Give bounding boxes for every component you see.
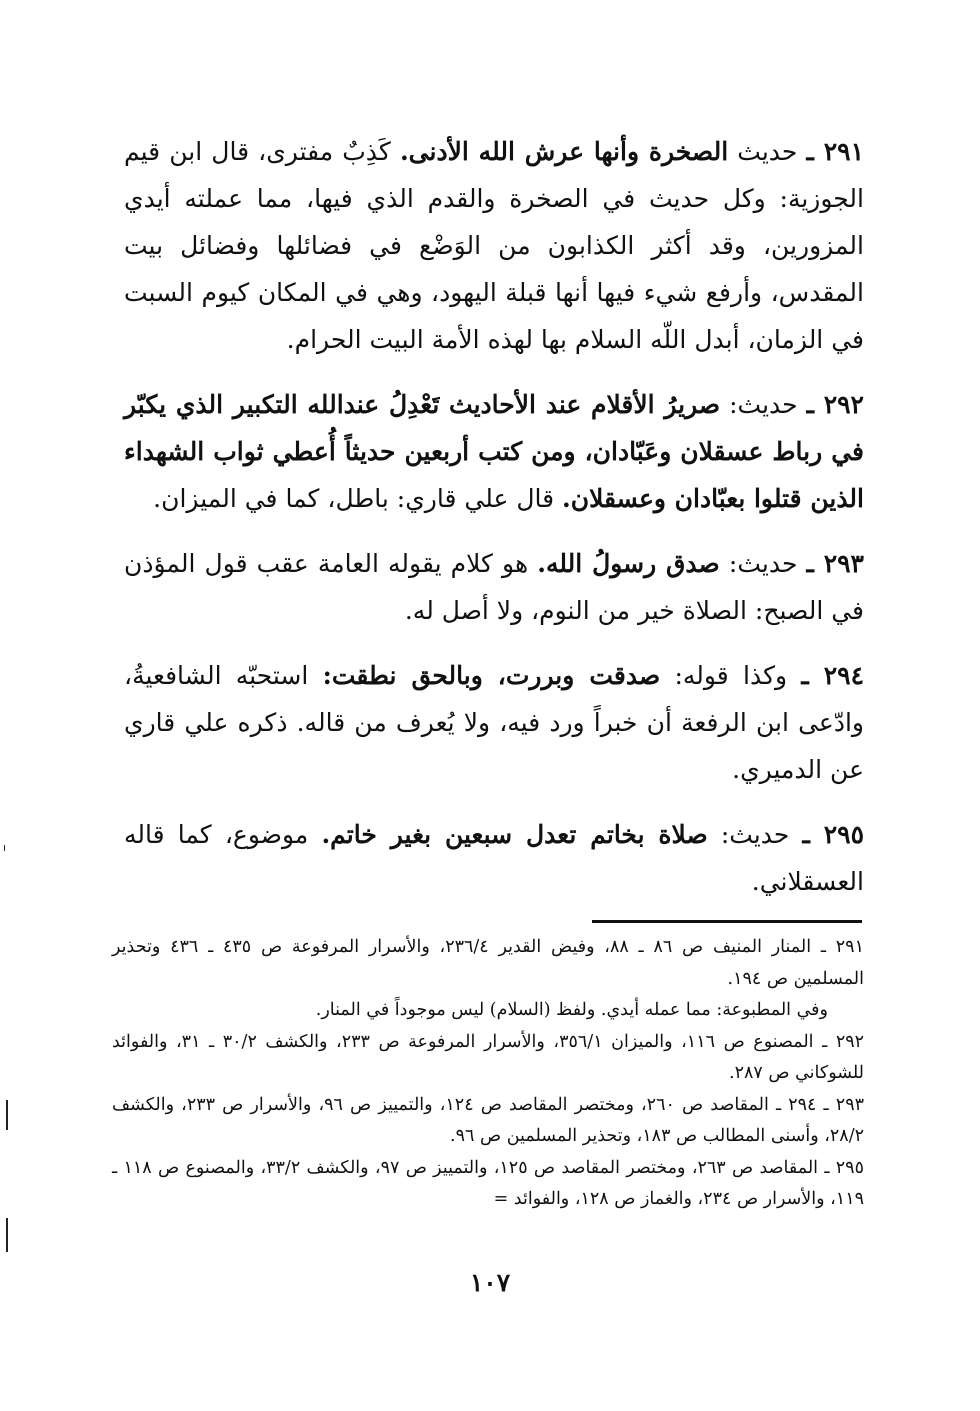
entry-294 [124, 652, 864, 793]
scan-edge-mark [6, 1218, 8, 1252]
entry-number: ٢٩٥ ـ [802, 820, 865, 849]
entry-number: ٢٩١ ـ [806, 137, 865, 166]
entry-body: استحبّه الشافعيةُ، وادّعى ابن الرفعة أن خبراً ورد فيه، ولا يُعرف من قاله. ذكره علي قاري عن الدميري. [124, 661, 864, 784]
entry-body: موضوع، كما قاله العسقلاني. [124, 820, 864, 896]
footnote-291: ٢٩١ ـ المنار المنيف ص ٨٦ ـ ٨٨، وفيض القدير ٢٣٦/٤، والأسرار المرفوعة ص ٤٣٥ ـ ٤٣٦ وتحذير المسلمين ص ١٩٤. [112, 937, 864, 989]
footnotes [112, 932, 864, 1216]
entry-body: هو كلام يقوله العامة عقب قول المؤذن في الصبح: الصلاة خير من النوم، ولا أصل له. [124, 549, 864, 625]
entry-number: ٢٩٣ ـ [806, 549, 864, 578]
entry-prefix: حديث: [729, 390, 798, 419]
entry-292 [124, 381, 864, 522]
entry-prefix: حديث: [728, 549, 798, 578]
entry-295 [124, 811, 864, 905]
entry-title: صلاة بخاتم تعدل سبعين بغير خاتم. [321, 820, 708, 849]
main-text [124, 128, 864, 923]
entry-291 [124, 128, 864, 363]
entry-title: صدق رسولُ الله. [537, 549, 720, 578]
entry-title: صدقت وبررت، وبالحق نطقت: [322, 661, 661, 690]
footnote-divider [592, 920, 862, 923]
entry-number: ٢٩٢ ـ [806, 390, 864, 419]
entry-prefix: وكذا قوله: [674, 661, 788, 690]
entry-293 [124, 540, 864, 634]
entry-title: صريرُ الأقلام عند الأحاديث تَعْدِلُ عندالله التكبير الذي يكبّر في رباط عسقلان وعَبّادان، ومن كتب أربعين حديثاً أُعطي ثواب الشهداء الذين قتلوا بعبّادان وعسقلان. [124, 390, 864, 513]
footnote-291-remark: وفي المطبوعة: مما عمله أيدي. ولفظ (السلام) ليس موجوداً في المنار. [315, 1000, 828, 1020]
entry-prefix: حديث: [720, 820, 790, 849]
scan-edge-mark [6, 1100, 8, 1130]
footnote-295: ٢٩٥ ـ المقاصد ص ٢٦٣، ومختصر المقاصد ص ١٢٥، والتمييز ص ٩٧، والكشف ٣٣/٢، والمصنوع ص ١١٨ ـ ١١٩، والأسرار ص ٢٣٤، والغماز ص ١٢٨، والفوائد = [112, 1157, 864, 1209]
entry-title: الصخرة وأنها عرش الله الأدنى. [399, 137, 729, 166]
entry-body: قال علي قاري: باطل، كما في الميزان. [153, 484, 555, 513]
scan-edge-mark [4, 845, 5, 851]
footnote-292: ٢٩٢ ـ المصنوع ص ١١٦، والميزان ٣٥٦/١، والأسرار المرفوعة ص ٢٣٣، والكشف ٣٠/٢ ـ ٣١، والفوائد للشوكاني ص ٢٨٧. [112, 1031, 865, 1083]
entry-prefix: حديث [737, 137, 798, 166]
entry-number: ٢٩٤ ـ [801, 661, 865, 690]
entry-body: كَذِبٌ مفترى، قال ابن قيم الجوزية: وكل حديث في الصخرة والقدم الذي فيها، مما عملته أيدي المزورين، وقد أكثر الكذابون من الوَضْع في فضائلها وفضائل بيت المقدس، وأرفع شيء فيها أنها قبلة اليهود، وهي في المكان كيوم السبت في الزمان، أبدل اللّه السلام بها لهذه الأمة البيت الحرام. [124, 137, 864, 354]
footnote-293-294: ٢٩٣ ـ ٢٩٤ ـ المقاصد ص ٢٦٠، ومختصر المقاصد ص ١٢٤، والتمييز ص ٩٦، والأسرار ص ٢٣٣، والكشف ٢٨/٢، وأسنى المطالب ص ١٨٣، وتحذير المسلمين ص ٩٦. [112, 1094, 864, 1146]
page-number: ١٠٧ [469, 1268, 511, 1297]
